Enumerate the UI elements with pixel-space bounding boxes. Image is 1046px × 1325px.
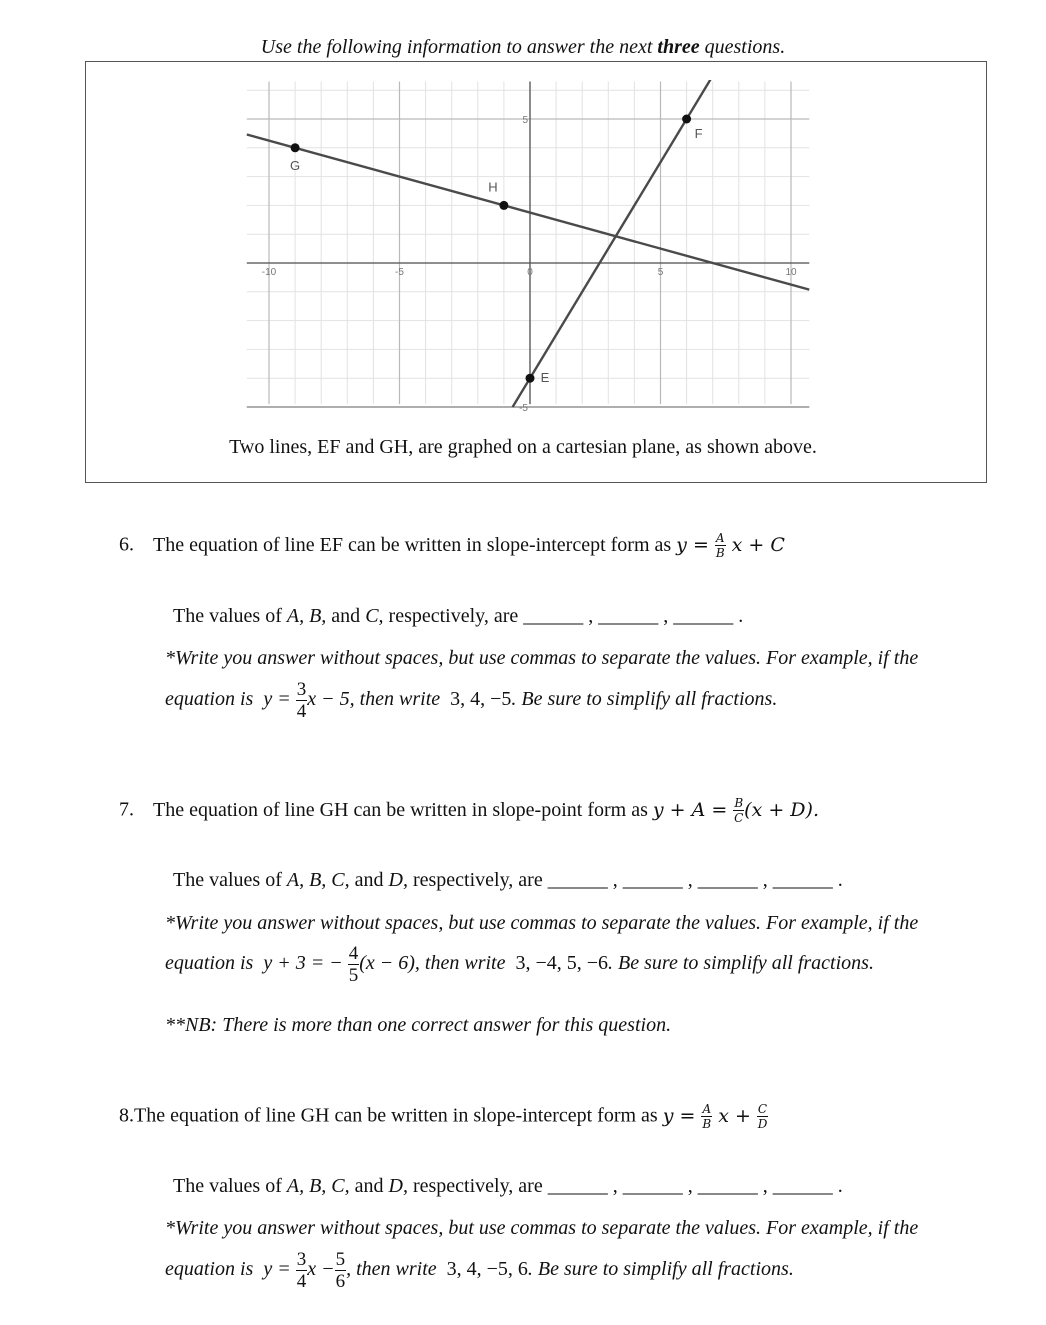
equation: y = $\frac{A}{B}$ x + C: [676, 531, 785, 560]
question-7: [119, 797, 819, 824]
instruction-note: *Write you answer without spaces, but use commas to separate the values. For example, if the: [165, 912, 919, 934]
question-number: 6.: [119, 533, 134, 556]
point-label-h: H: [488, 179, 498, 195]
values-line: The values of A, B, C, and D, respectively, are ______ , ______ , ______ , ______ .: [173, 869, 843, 891]
fraction: $\frac{B}{C}$: [734, 796, 744, 825]
question-text: The equation of line GH can be written in slope-intercept form as: [134, 1104, 658, 1127]
question-text: The equation of line EF can be written in slope-intercept form as: [153, 533, 672, 556]
point-e: [526, 374, 535, 383]
example-line: equation is y + 3 = − $\frac{4}{5}$ (x − 6), then write 3, −4, 5, −6. Be sure to simplify all fractions.: [165, 943, 874, 986]
fraction: $\frac{4}{5}$: [348, 943, 359, 986]
coordinate-graph: [240, 80, 820, 415]
question-number: 8.: [119, 1104, 134, 1127]
graph-points: [290, 115, 703, 386]
values-line: The values of A, B, and C, respectively, are ______ , ______ , ______ .: [173, 605, 744, 627]
graph-lines: [247, 80, 809, 407]
equation: y = $\frac{A}{B}$ x + $\frac{C}{D}$: [662, 1102, 768, 1131]
nb-note: **NB: There is more than one correct answer for this question.: [165, 1014, 672, 1036]
instruction-note: *Write you answer without spaces, but use commas to separate the values. For example, if the: [165, 1217, 919, 1239]
question-8: [119, 1103, 768, 1130]
example-line: equation is y = $\frac{3}{4}$ x − $\frac{5}{6}$ , then write 3, 4, −5, 6. Be sure to simplify all fractions.: [165, 1249, 794, 1292]
point-f: [682, 115, 691, 124]
x-tick-label: 0: [527, 267, 533, 278]
intro-text: Use the following information to answer the next three questions.: [260, 36, 786, 58]
graph-caption: Two lines, EF and GH, are graphed on a cartesian plane, as shown above.: [229, 436, 817, 458]
point-g: [291, 143, 300, 152]
fraction: $\frac{A}{B}$: [702, 1102, 712, 1131]
x-tick-label: 5: [657, 267, 664, 278]
values-line: The values of A, B, C, and D, respectively, are ______ , ______ , ______ , ______ .: [173, 1175, 843, 1197]
graph-axes: [247, 82, 809, 407]
graph-grid-major: [247, 82, 809, 407]
example-line: equation is y = $\frac{3}{4}$ x − 5, then write 3, 4, −5. Be sure to simplify all fractions.: [165, 679, 778, 722]
point-label-f: F: [694, 126, 703, 141]
fraction: $\frac{C}{D}$: [757, 1102, 768, 1131]
fraction: $\frac{3}{4}$: [296, 679, 307, 722]
equation: y + A = $\frac{B}{C}$ (x + D).: [652, 796, 819, 825]
fraction: $\frac{A}{B}$: [715, 531, 725, 560]
x-tick-label: -5: [395, 267, 404, 278]
y-tick-label: -5: [519, 403, 528, 414]
question-number: 7.: [119, 798, 134, 821]
graph-grid-minor: [247, 82, 809, 405]
line-ef: [513, 80, 715, 407]
y-tick-label: 5: [522, 115, 528, 126]
point-label-e: E: [540, 370, 550, 386]
point-h: [499, 201, 508, 210]
instruction-note: *Write you answer without spaces, but use commas to separate the values. For example, if the: [165, 647, 919, 669]
point-label-g: G: [290, 157, 301, 173]
question-text: The equation of line GH can be written in slope-point form as: [153, 798, 648, 821]
fraction: $\frac{3}{4}$: [296, 1249, 307, 1292]
x-tick-label: 10: [785, 267, 797, 278]
x-tick-label: -10: [261, 267, 277, 278]
question-6: [119, 532, 785, 559]
fraction: $\frac{5}{6}$: [335, 1249, 346, 1292]
